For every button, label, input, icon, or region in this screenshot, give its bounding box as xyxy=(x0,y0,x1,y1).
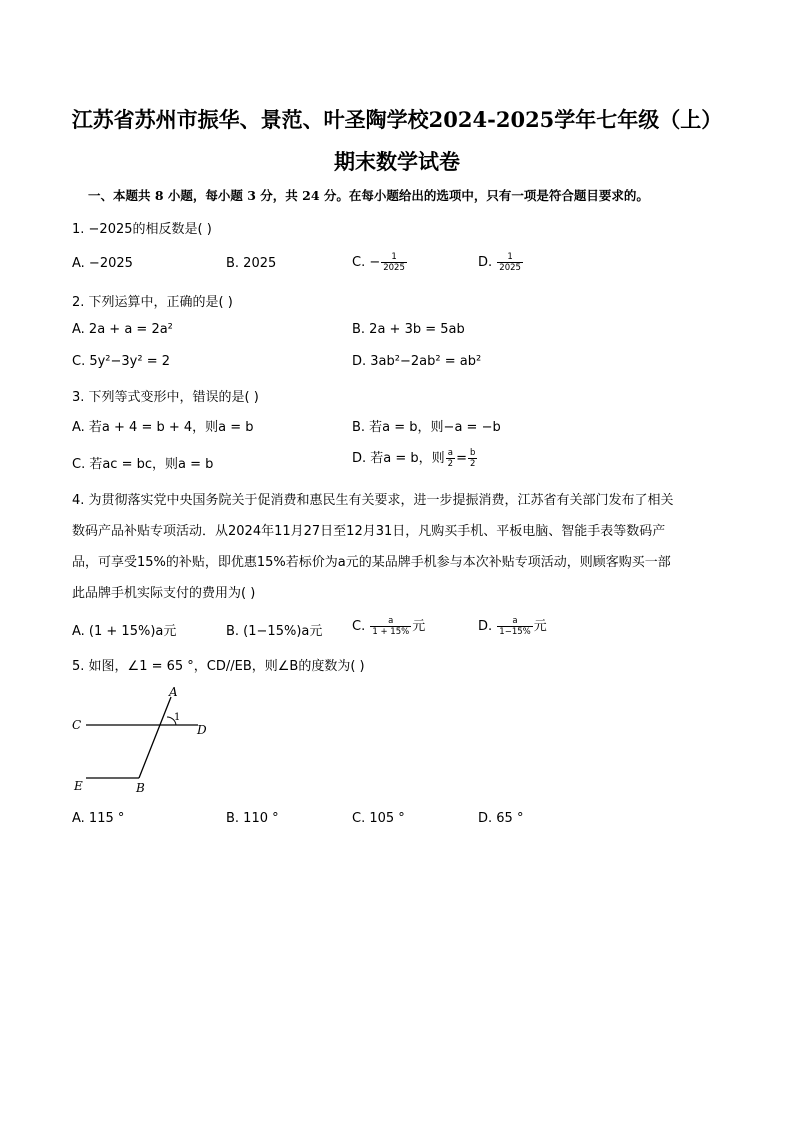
q3-option-d-fraction-2 xyxy=(468,448,477,469)
fraction-numerator: a xyxy=(512,616,518,626)
q2-option-b: B. 2a + 3b = 5ab xyxy=(352,322,465,337)
q4-option-d-suffix: 元 xyxy=(533,619,547,634)
transversal-ab xyxy=(139,697,171,778)
question-4-line-4: 此品牌手机实际支付的费用为( ) xyxy=(72,586,256,601)
label-e: E xyxy=(74,779,83,793)
q5-option-b: B. 110 ° xyxy=(226,811,279,826)
question-2-stem: 2. 下列运算中，正确的是( ) xyxy=(72,295,233,310)
q2-option-d: D. 3ab²−2ab² = ab² xyxy=(352,354,482,369)
fraction-numerator: a xyxy=(447,448,453,458)
q1-option-d xyxy=(478,252,524,273)
fraction-denominator: 2025 xyxy=(383,263,405,273)
question-1-stem: 1. −2025的相反数是( ) xyxy=(72,222,212,237)
q3-option-a: A. 若a + 4 = b + 4，则a = b xyxy=(72,420,254,435)
page-title: 江苏省苏州市振华、景范、叶圣陶学校2024-2025学年七年级（上） xyxy=(71,107,723,132)
q4-option-d-prefix: D. xyxy=(478,619,493,634)
q1-option-b: B. 2025 xyxy=(226,256,277,271)
q4-option-d-fraction xyxy=(497,616,532,637)
q5-option-d: D. 65 ° xyxy=(478,811,524,826)
q4-option-b: B. (1−15%)a元 xyxy=(226,624,323,639)
q1-option-a: A. −2025 xyxy=(72,256,133,271)
q5-option-c: C. 105 ° xyxy=(352,811,405,826)
q4-option-d xyxy=(478,615,547,637)
question-4-line-3: 品，可享受15%的补贴，即优惠15%若标价为a元的某品牌手机参与本次补贴专项活动，则顾客购买一部 xyxy=(72,555,671,570)
question-4-line-1: 4. 为贯彻落实党中央国务院关于促消费和惠民生有关要求，进一步提振消费，江苏省有关部门发布了相关 xyxy=(72,493,674,508)
q2-option-c: C. 5y²−3y² = 2 xyxy=(72,354,171,369)
fraction-numerator: 1 xyxy=(391,252,397,262)
q3-option-c: C. 若ac = bc，则a = b xyxy=(72,457,214,472)
fraction-denominator: 2 xyxy=(447,459,454,469)
equals-sign: = xyxy=(456,451,467,466)
label-angle-1: 1 xyxy=(174,712,181,723)
fraction-numerator: a xyxy=(388,616,394,626)
label-b: B xyxy=(136,781,145,795)
fraction-numerator: b xyxy=(469,448,476,458)
fraction-denominator: 1 + 15% xyxy=(372,627,410,637)
q1-option-c-prefix: C. − xyxy=(352,255,381,270)
q1-option-d-prefix: D. xyxy=(478,255,493,270)
q3-option-d-prefix: D. 若a = b，则 xyxy=(352,451,445,466)
label-c: C xyxy=(72,718,82,732)
fraction-denominator: 2 xyxy=(469,459,476,469)
page-subtitle: 期末数学试卷 xyxy=(334,149,460,174)
q3-option-b: B. 若a = b，则−a = −b xyxy=(352,420,501,435)
q1-option-c-fraction xyxy=(381,252,407,273)
q5-option-a: A. 115 ° xyxy=(72,811,125,826)
q4-option-a: A. (1 + 15%)a元 xyxy=(72,624,177,639)
fraction-denominator: 1−15% xyxy=(499,627,531,637)
q4-option-c-prefix: C. xyxy=(352,619,366,634)
label-a: A xyxy=(169,685,178,699)
question-5-stem: 5. 如图，∠1 = 65 °，CD//EB，则∠B的度数为( ) xyxy=(72,659,365,674)
q4-option-c-fraction xyxy=(370,616,411,637)
q4-option-c-suffix: 元 xyxy=(412,619,426,634)
q2-option-a: A. 2a + a = 2a² xyxy=(72,322,173,337)
section-instructions: 一、本题共 8 小题，每小题 3 分，共 24 分。在每小题给出的选项中，只有一项是符合题目要求的。 xyxy=(88,188,649,203)
question-4-line-2: 数码产品补贴专项活动．从2024年11月27日至12月31日，凡购买手机、平板电脑、智能手表等数码产 xyxy=(72,524,666,539)
fraction-numerator: 1 xyxy=(507,252,513,262)
q3-option-d xyxy=(352,447,478,469)
label-d: D xyxy=(197,723,207,737)
parallel-lines-figure xyxy=(60,680,230,800)
question-3-stem: 3. 下列等式变形中，错误的是( ) xyxy=(72,390,259,405)
q1-option-c xyxy=(352,252,408,273)
q4-option-c xyxy=(352,615,425,637)
q3-option-d-fraction-1 xyxy=(446,448,455,469)
q1-option-d-fraction xyxy=(497,252,523,273)
fraction-denominator: 2025 xyxy=(499,263,521,273)
